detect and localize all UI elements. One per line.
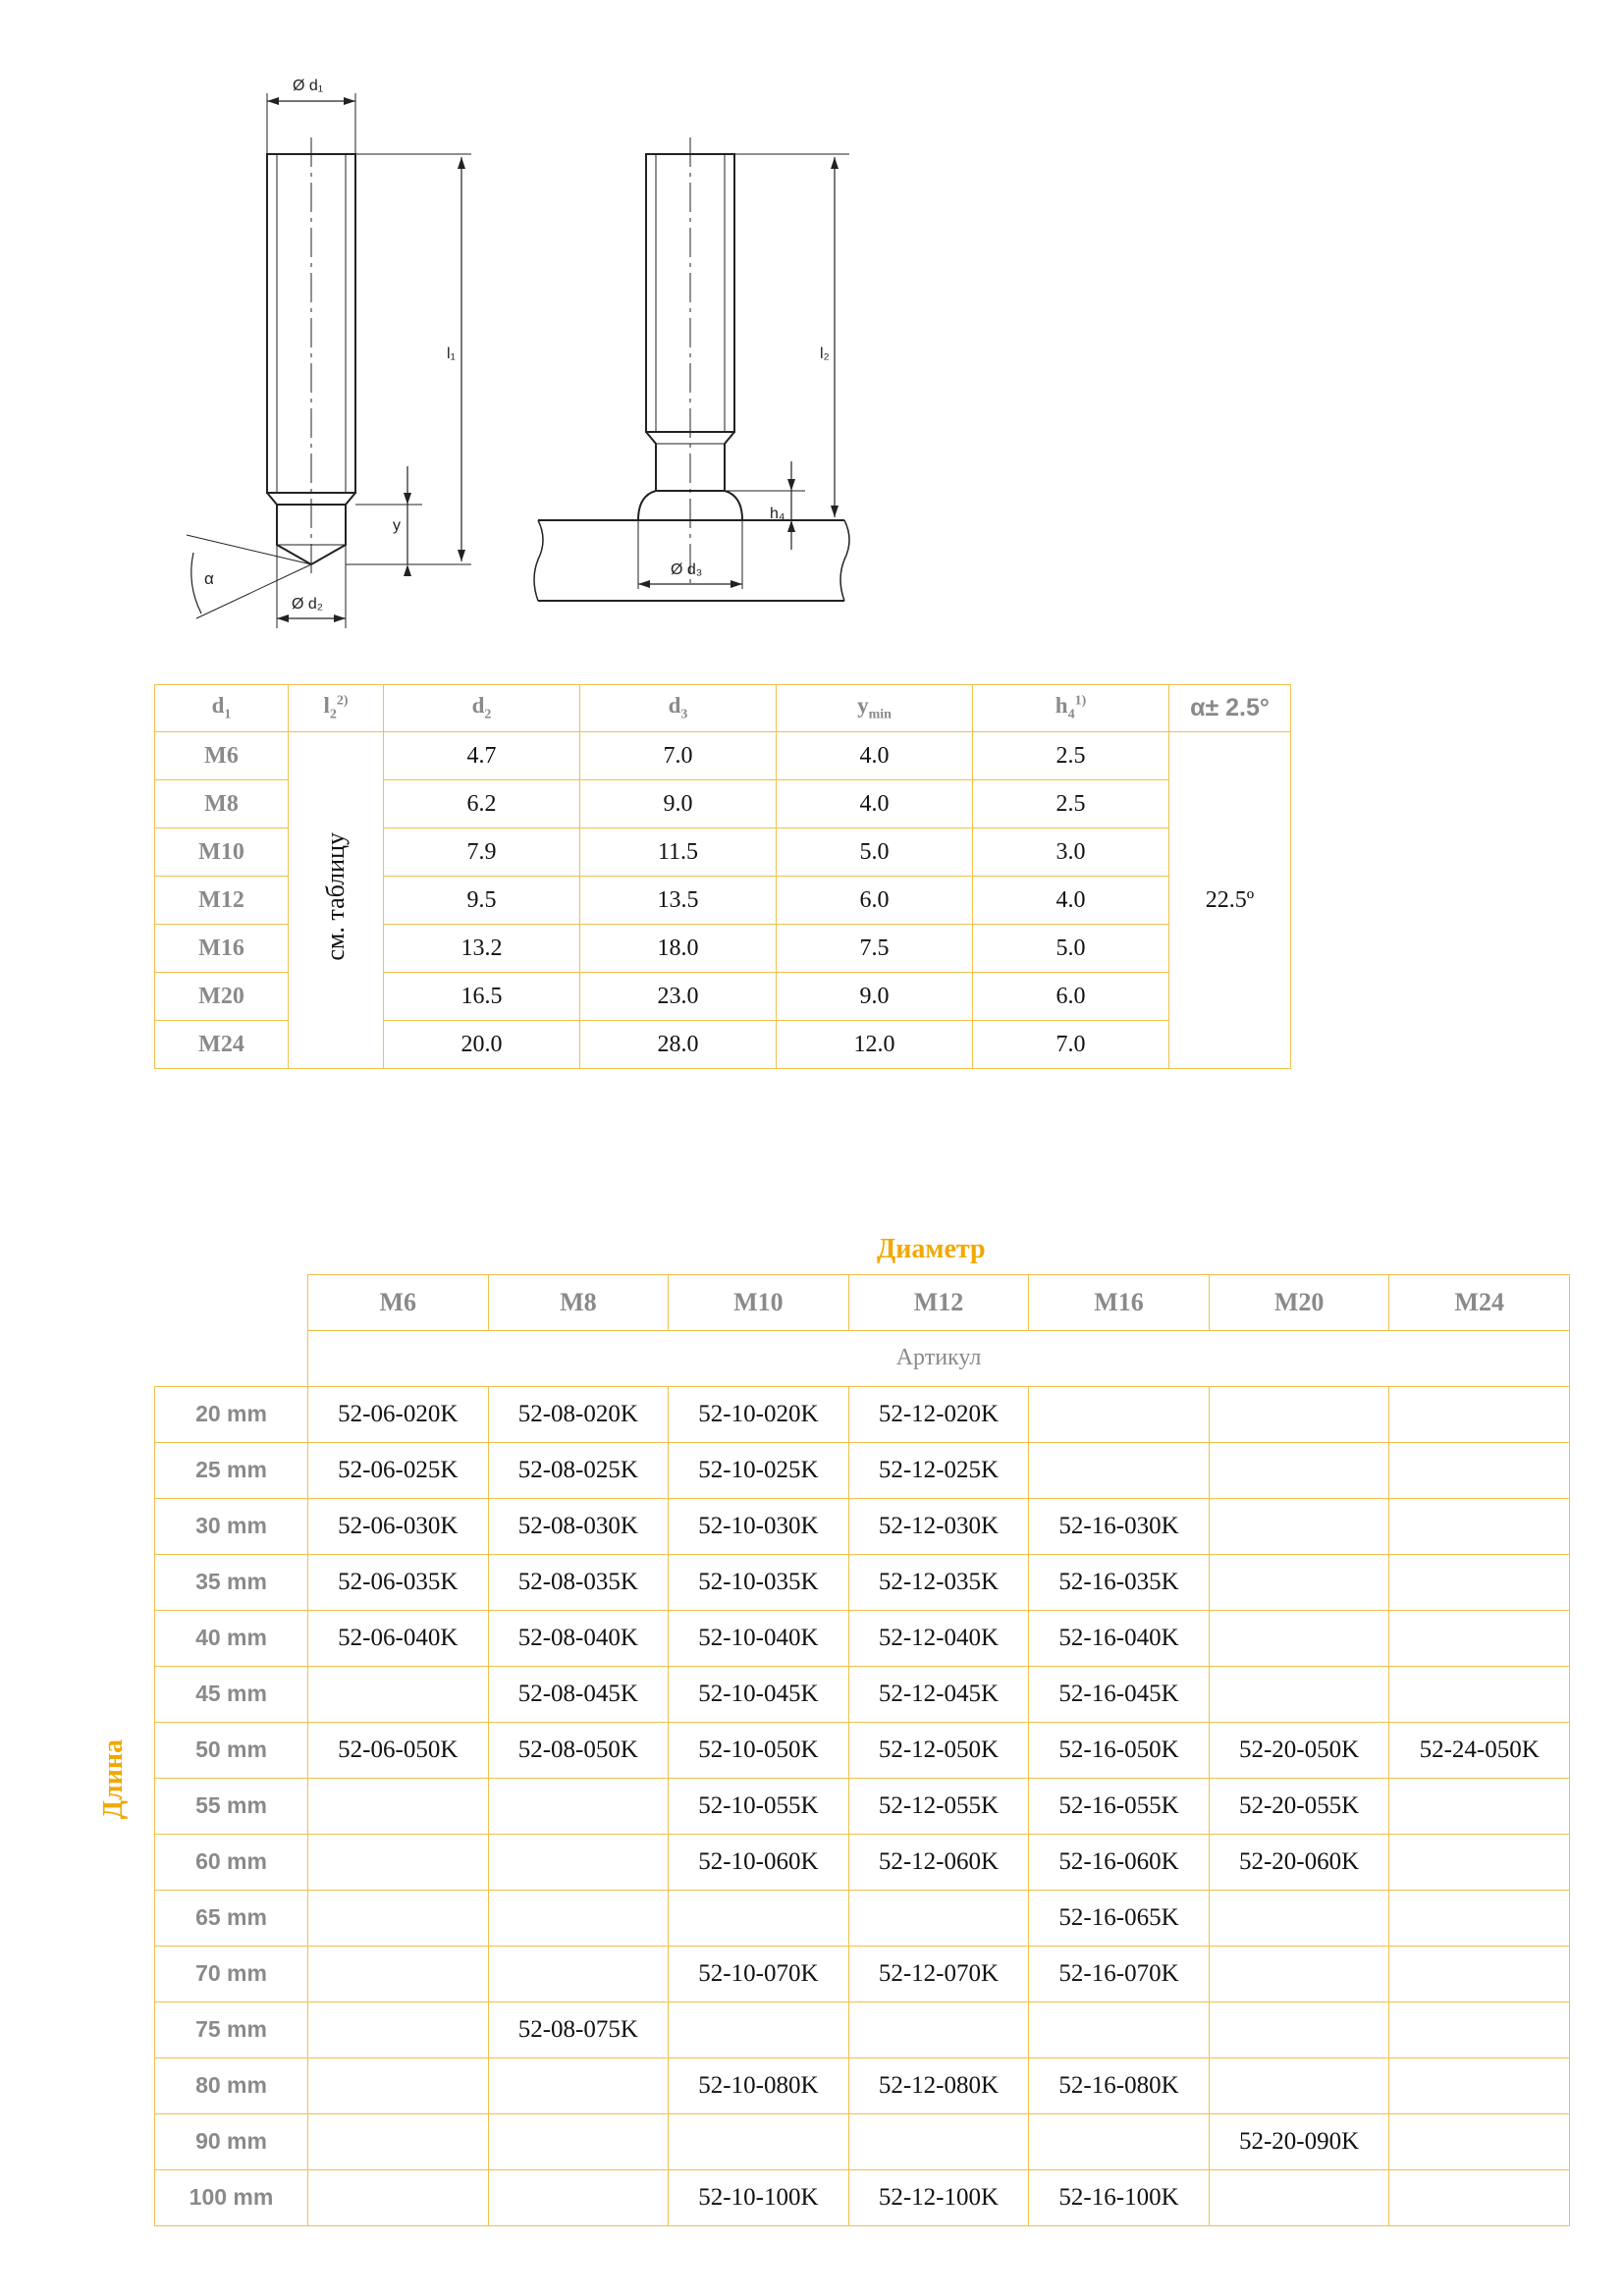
article-cell: 52-10-045K: [669, 1666, 849, 1722]
article-cell: 52-08-075K: [488, 2002, 669, 2057]
spec-cell-d2: 7.9: [384, 828, 580, 877]
h4-label: h₄: [770, 506, 785, 522]
article-cell: [1029, 1386, 1210, 1442]
article-row: [155, 1778, 1570, 1834]
header-d3: $d_3$: [580, 685, 777, 732]
article-cell: [669, 2113, 849, 2169]
article-cell: [488, 1890, 669, 1946]
size-header-m20: M20: [1209, 1275, 1389, 1331]
article-cell: [1029, 1442, 1210, 1498]
article-cell: 52-16-035K: [1029, 1554, 1210, 1610]
length-label: 65 mm: [155, 1890, 308, 1946]
article-cell: 52-10-100K: [669, 2169, 849, 2225]
article-cell: 52-16-030K: [1029, 1498, 1210, 1554]
article-cell: [1209, 1386, 1389, 1442]
length-label: 55 mm: [155, 1778, 308, 1834]
article-cell: 52-16-050K: [1029, 1722, 1210, 1778]
size-header-m8: M8: [488, 1275, 669, 1331]
alpha-label: α: [204, 569, 214, 588]
length-label: 75 mm: [155, 2002, 308, 2057]
article-cell: [1209, 1946, 1389, 2002]
article-cell: [1389, 2169, 1570, 2225]
article-cell: 52-16-080K: [1029, 2057, 1210, 2113]
article-cell: [308, 2057, 489, 2113]
spec-row: [155, 732, 1291, 780]
article-cell: [848, 2002, 1029, 2057]
article-cell: 52-12-080K: [848, 2057, 1029, 2113]
article-row: [155, 1386, 1570, 1442]
article-cell: 52-12-060K: [848, 1834, 1029, 1890]
l1-label: l₁: [447, 346, 456, 362]
article-cell: [848, 1890, 1029, 1946]
article-cell: 52-06-050K: [308, 1722, 489, 1778]
article-cell: [1209, 1554, 1389, 1610]
spec-cell-d3: 9.0: [580, 780, 777, 828]
article-cell: [1389, 2057, 1570, 2113]
header-l2: $l_2^{2)}$: [289, 685, 384, 732]
spec-cell-d2: 4.7: [384, 732, 580, 780]
article-row: [155, 2169, 1570, 2225]
article-cell: [1389, 1834, 1570, 1890]
article-cell: 52-10-030K: [669, 1498, 849, 1554]
spec-cell-h4: 2.5: [973, 780, 1169, 828]
spec-cell-d3: 23.0: [580, 973, 777, 1021]
spec-cell-ymin: 12.0: [777, 1021, 973, 1069]
article-row: [155, 1722, 1570, 1778]
article-cell: 52-12-040K: [848, 1610, 1029, 1666]
article-cell: 52-20-060K: [1209, 1834, 1389, 1890]
length-label: 90 mm: [155, 2113, 308, 2169]
article-cell: 52-16-065K: [1029, 1890, 1210, 1946]
spec-cell-d1: M8: [155, 780, 289, 828]
article-cell: [1389, 1386, 1570, 1442]
article-cell: 52-08-035K: [488, 1554, 669, 1610]
article-row: [155, 1834, 1570, 1890]
article-cell: [1029, 2002, 1210, 2057]
spec-cell-h4: 5.0: [973, 925, 1169, 973]
spec-cell-ymin: 9.0: [777, 973, 973, 1021]
length-label: 30 mm: [155, 1498, 308, 1554]
article-cell: [1389, 1666, 1570, 1722]
length-label: 40 mm: [155, 1610, 308, 1666]
length-label: 80 mm: [155, 2057, 308, 2113]
spec-cell-d2: 6.2: [384, 780, 580, 828]
article-cell: [1209, 1442, 1389, 1498]
length-title: Длина: [98, 1739, 129, 1820]
spec-cell-d3: 13.5: [580, 877, 777, 925]
article-cell: 52-16-045K: [1029, 1666, 1210, 1722]
spec-cell-h4: 6.0: [973, 973, 1169, 1021]
article-cell: [1209, 1498, 1389, 1554]
length-label: 25 mm: [155, 1442, 308, 1498]
spec-cell-d1: M12: [155, 877, 289, 925]
article-cell: 52-12-020K: [848, 1386, 1029, 1442]
size-header-m24: M24: [1389, 1275, 1570, 1331]
article-cell: [669, 2002, 849, 2057]
article-cell: 52-10-080K: [669, 2057, 849, 2113]
spec-cell-d3: 28.0: [580, 1021, 777, 1069]
length-label: 50 mm: [155, 1722, 308, 1778]
size-header-row: [155, 1275, 1570, 1331]
length-label: 70 mm: [155, 1946, 308, 2002]
length-label: 60 mm: [155, 1834, 308, 1890]
spec-cell-ymin: 4.0: [777, 732, 973, 780]
article-row: [155, 2057, 1570, 2113]
header-d1: $d_1$: [155, 685, 289, 732]
spec-cell-d1: M16: [155, 925, 289, 973]
article-cell: 52-06-040K: [308, 1610, 489, 1666]
article-row: [155, 1498, 1570, 1554]
spec-header-row: [155, 685, 1291, 732]
article-cell: 52-10-060K: [669, 1834, 849, 1890]
spec-cell-d1: M24: [155, 1021, 289, 1069]
spec-cell-h4: 2.5: [973, 732, 1169, 780]
spec-cell-d1: M6: [155, 732, 289, 780]
article-cell: 52-10-035K: [669, 1554, 849, 1610]
article-cell: [308, 2002, 489, 2057]
article-subheader-row: [155, 1331, 1570, 1387]
spec-cell-d3: 18.0: [580, 925, 777, 973]
length-label: 100 mm: [155, 2169, 308, 2225]
spec-cell-ymin: 4.0: [777, 780, 973, 828]
article-cell: [1389, 1946, 1570, 2002]
article-cell: [308, 2169, 489, 2225]
article-cell: [669, 1890, 849, 1946]
article-row: [155, 2002, 1570, 2057]
article-cell: 52-16-060K: [1029, 1834, 1210, 1890]
article-cell: [308, 1834, 489, 1890]
article-cell: 52-08-025K: [488, 1442, 669, 1498]
article-cell: 52-16-100K: [1029, 2169, 1210, 2225]
article-cell: 52-08-040K: [488, 1610, 669, 1666]
article-cell: [308, 1890, 489, 1946]
article-cell: 52-10-050K: [669, 1722, 849, 1778]
header-alpha: α± 2.5°: [1169, 685, 1291, 732]
article-cell: [488, 1834, 669, 1890]
article-row: [155, 1610, 1570, 1666]
spec-cell-d1: M20: [155, 973, 289, 1021]
article-cell: [488, 1778, 669, 1834]
spec-table: [154, 684, 1291, 1069]
spec-cell-h4: 4.0: [973, 877, 1169, 925]
article-cell: 52-12-070K: [848, 1946, 1029, 2002]
header-d2: $d_2$: [384, 685, 580, 732]
article-cell: 52-12-045K: [848, 1666, 1029, 1722]
spec-cell-d3: 7.0: [580, 732, 777, 780]
article-cell: [488, 2169, 669, 2225]
article-row: [155, 1890, 1570, 1946]
spec-cell-d3: 11.5: [580, 828, 777, 877]
article-cell: 52-10-040K: [669, 1610, 849, 1666]
article-cell: [1389, 1554, 1570, 1610]
alpha-value-cell: 22.5º: [1169, 732, 1291, 1069]
y-label: y: [393, 517, 401, 534]
article-table: [154, 1274, 1570, 2226]
spec-cell-d1: M10: [155, 828, 289, 877]
corner-blank: [155, 1275, 308, 1331]
size-header-m10: M10: [669, 1275, 849, 1331]
article-cell: [1209, 2169, 1389, 2225]
article-cell: 52-12-025K: [848, 1442, 1029, 1498]
article-cell: 52-06-030K: [308, 1498, 489, 1554]
article-cell: [1209, 2002, 1389, 2057]
article-cell: [488, 2057, 669, 2113]
article-cell: [1389, 1890, 1570, 1946]
article-cell: [848, 2113, 1029, 2169]
article-cell: [1389, 1610, 1570, 1666]
article-cell: 52-12-030K: [848, 1498, 1029, 1554]
article-row: [155, 1554, 1570, 1610]
l2-label: l₂: [820, 346, 830, 362]
spec-cell-ymin: 5.0: [777, 828, 973, 877]
diameter-title: Диаметр: [877, 1234, 986, 1264]
article-cell: 52-16-070K: [1029, 1946, 1210, 2002]
article-row: [155, 1666, 1570, 1722]
article-cell: 52-06-025K: [308, 1442, 489, 1498]
article-label: Артикул: [308, 1331, 1570, 1387]
article-cell: 52-24-050K: [1389, 1722, 1570, 1778]
article-cell: [308, 1666, 489, 1722]
article-cell: [308, 1778, 489, 1834]
article-cell: [1209, 1610, 1389, 1666]
article-cell: 52-08-030K: [488, 1498, 669, 1554]
article-cell: 52-12-035K: [848, 1554, 1029, 1610]
article-cell: [1389, 2113, 1570, 2169]
corner-blank-2: [155, 1331, 308, 1387]
article-cell: 52-10-070K: [669, 1946, 849, 2002]
article-cell: 52-08-050K: [488, 1722, 669, 1778]
article-cell: 52-20-050K: [1209, 1722, 1389, 1778]
spec-cell-ymin: 6.0: [777, 877, 973, 925]
d2-label: Ø d₂: [292, 596, 323, 613]
spec-cell-d2: 20.0: [384, 1021, 580, 1069]
article-row: [155, 1946, 1570, 2002]
article-cell: [308, 2113, 489, 2169]
article-cell: 52-12-050K: [848, 1722, 1029, 1778]
article-cell: [488, 1946, 669, 2002]
article-cell: 52-10-055K: [669, 1778, 849, 1834]
article-cell: 52-16-040K: [1029, 1610, 1210, 1666]
article-cell: 52-10-025K: [669, 1442, 849, 1498]
size-header-m16: M16: [1029, 1275, 1210, 1331]
article-cell: 52-08-045K: [488, 1666, 669, 1722]
article-cell: [1209, 1666, 1389, 1722]
length-label: 20 mm: [155, 1386, 308, 1442]
article-cell: 52-20-055K: [1209, 1778, 1389, 1834]
article-cell: 52-12-100K: [848, 2169, 1029, 2225]
article-cell: [1209, 1890, 1389, 1946]
article-cell: [1389, 2002, 1570, 2057]
article-cell: 52-12-055K: [848, 1778, 1029, 1834]
length-label: 35 mm: [155, 1554, 308, 1610]
header-ymin: $y_{min}$: [777, 685, 973, 732]
article-cell: 52-16-055K: [1029, 1778, 1210, 1834]
article-cell: [308, 1946, 489, 2002]
header-h4: $h_4^{1)}$: [973, 685, 1169, 732]
spec-cell-d2: 13.2: [384, 925, 580, 973]
d3-label: Ø d₃: [671, 561, 703, 578]
size-header-m6: M6: [308, 1275, 489, 1331]
spec-cell-ymin: 7.5: [777, 925, 973, 973]
article-cell: [488, 2113, 669, 2169]
spec-cell-d2: 9.5: [384, 877, 580, 925]
technical-drawing: [177, 59, 903, 648]
article-cell: 52-08-020K: [488, 1386, 669, 1442]
article-cell: 52-20-090K: [1209, 2113, 1389, 2169]
article-cell: [1389, 1442, 1570, 1498]
article-cell: 52-06-020K: [308, 1386, 489, 1442]
size-header-m12: M12: [848, 1275, 1029, 1331]
length-label: 45 mm: [155, 1666, 308, 1722]
article-cell: [1389, 1498, 1570, 1554]
article-cell: 52-06-035K: [308, 1554, 489, 1610]
d1-label: Ø d₁: [293, 78, 324, 94]
spec-cell-d2: 16.5: [384, 973, 580, 1021]
article-row: [155, 1442, 1570, 1498]
article-cell: [1029, 2113, 1210, 2169]
article-cell: 52-10-020K: [669, 1386, 849, 1442]
article-row: [155, 2113, 1570, 2169]
article-cell: [1389, 1778, 1570, 1834]
spec-cell-h4: 7.0: [973, 1021, 1169, 1069]
see-table-cell: см. таблицу: [289, 732, 384, 1069]
article-cell: [1209, 2057, 1389, 2113]
spec-cell-h4: 3.0: [973, 828, 1169, 877]
